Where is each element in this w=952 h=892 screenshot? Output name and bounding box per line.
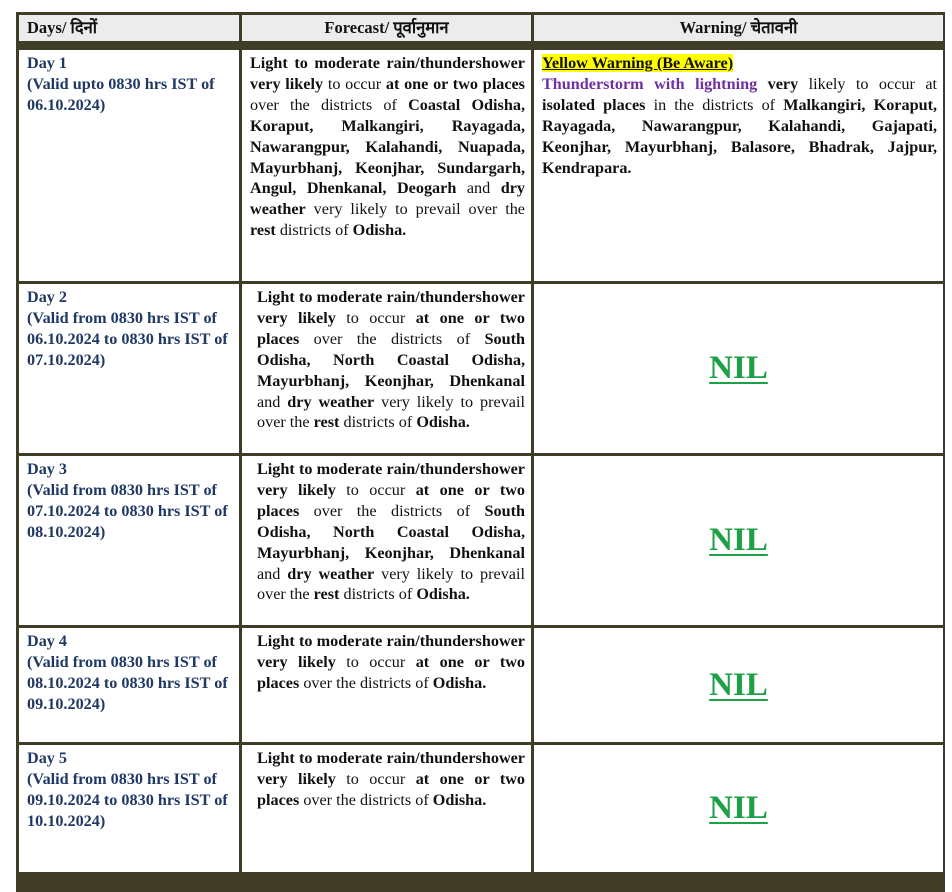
text-run: Light to moderate rain/thundershower very likely <box>257 749 525 788</box>
day-cell <box>19 50 239 281</box>
header-days-label: Days/ दिनों <box>27 17 98 37</box>
warning-cell <box>534 628 943 742</box>
text-run: over the districts of <box>250 95 409 114</box>
header-forecast-label: Forecast/ पूर्वानुमान <box>324 17 449 37</box>
text-run: Odisha. <box>352 221 407 240</box>
text-run: Odisha. <box>416 413 470 432</box>
text-run: at one or two places <box>257 480 525 520</box>
warning-cell <box>534 745 943 872</box>
text-run: very likely to prevail over the <box>257 392 525 432</box>
warning-cell <box>534 284 943 453</box>
header-forecast <box>242 15 531 41</box>
validity-text: (Valid upto 0830 hrs IST of 06.10.2024) <box>27 74 215 114</box>
text-run: isolated places <box>542 95 646 114</box>
text-run: very likely to prevail over the <box>305 200 525 219</box>
text-run: Light to moderate rain/thundershower very likely <box>257 460 525 499</box>
text-run: to occur <box>323 74 386 93</box>
forecast-text <box>257 631 525 694</box>
text-run: likely to occur at <box>798 74 937 93</box>
text-run: Odisha. <box>416 585 470 604</box>
nil-warning: NIL <box>709 350 768 387</box>
text-run: districts of <box>339 413 417 432</box>
day-label: Day 1 <box>27 54 68 72</box>
text-run: rest <box>313 585 340 604</box>
text-run: over the districts of <box>299 673 433 692</box>
text-run: very <box>757 74 799 93</box>
text-run: South Odisha, North Coastal Odisha, Mayurbhanj, Keonjhar, Dhenkanal <box>257 329 525 390</box>
day-cell <box>19 745 239 872</box>
validity-text: (Valid from 0830 hrs IST of 07.10.2024 to 0830 hrs IST of 08.10.2024) <box>27 480 228 541</box>
text-run: to occur <box>335 480 416 499</box>
text-run: to occur <box>335 652 416 671</box>
hazard-label: Thunderstorm with lightning <box>542 74 758 93</box>
text-run: districts of <box>275 221 353 240</box>
nil-warning: NIL <box>709 522 768 559</box>
yellow-warning-label: Yellow Warning (Be Aware) <box>542 54 734 72</box>
day-label: Day 5 <box>27 749 68 767</box>
text-run: over the districts of <box>299 329 485 348</box>
forecast-cell <box>242 284 531 453</box>
text-run: and <box>257 392 288 411</box>
day-label: Day 4 <box>27 632 68 650</box>
text-run: at one or two places <box>385 74 525 93</box>
forecast-cell <box>242 456 531 625</box>
text-run: rest <box>313 413 340 432</box>
forecast-table <box>16 12 945 892</box>
nil-warning: NIL <box>709 790 768 827</box>
text-run: Malkangiri, Koraput, Rayagada, Nawarangpur, Kalahandi, Gajapati, Keonjhar, Mayurbhanj, Balasore, Bhadrak, Jajpur, Kendrapara. <box>542 95 938 177</box>
text-run: to occur <box>335 308 416 327</box>
text-run: Light to moderate rain/thundershower very likely <box>257 632 525 671</box>
text-run: over the districts of <box>299 501 485 520</box>
day-label: Day 2 <box>27 288 68 306</box>
text-run: at one or two places <box>257 652 525 692</box>
header-warning-label: Warning/ चेतावनी <box>679 17 798 37</box>
text-run: very likely to prevail over the <box>257 564 525 604</box>
text-run: Odisha. <box>432 790 487 809</box>
header-days <box>19 15 239 41</box>
nil-warning: NIL <box>709 666 768 703</box>
text-run: in the districts of <box>645 95 784 114</box>
text-run: over the districts of <box>299 790 433 809</box>
text-run: to occur <box>335 769 416 788</box>
day-label: Day 3 <box>27 460 68 478</box>
text-run: dry weather <box>287 392 375 411</box>
validity-text: (Valid from 0830 hrs IST of 09.10.2024 to 0830 hrs IST of 10.10.2024) <box>27 769 228 830</box>
forecast-text <box>257 748 525 811</box>
day-cell <box>19 284 239 453</box>
forecast-text <box>257 287 525 433</box>
day-cell <box>19 628 239 742</box>
validity-text: (Valid from 0830 hrs IST of 06.10.2024 to 0830 hrs IST of 07.10.2024) <box>27 308 228 369</box>
text-run: South Odisha, North Coastal Odisha, Mayurbhanj, Keonjhar, Dhenkanal <box>257 501 525 562</box>
text-run: at one or two places <box>257 769 525 809</box>
text-run: rest <box>250 221 276 240</box>
text-run: dry weather <box>287 564 375 583</box>
warning-cell <box>534 50 943 281</box>
header-warning <box>534 15 943 41</box>
warning-cell <box>534 456 943 625</box>
text-run: and <box>257 564 288 583</box>
text-run: at one or two places <box>257 308 525 348</box>
text-run: Light to moderate rain/thundershower very likely <box>257 288 525 327</box>
forecast-cell <box>242 745 531 872</box>
text-run: and <box>456 179 501 198</box>
forecast-cell <box>242 628 531 742</box>
text-run: Light to moderate rain/thundershower very likely <box>250 54 525 93</box>
day-cell <box>19 456 239 625</box>
text-run: dry weather <box>250 179 526 219</box>
text-run: Coastal Odisha, Koraput, Malkangiri, Rayagada, Nawarangpur, Kalahandi, Nuapada, Mayurbhanj, Keonjhar, Sundargarh, Angul, Dhenkanal, Deogarh <box>250 95 525 198</box>
warning-text <box>542 53 937 178</box>
text-run: Odisha. <box>432 673 487 692</box>
validity-text: (Valid from 0830 hrs IST of 08.10.2024 to 0830 hrs IST of 09.10.2024) <box>27 652 228 713</box>
text-run: districts of <box>339 585 417 604</box>
forecast-cell <box>242 50 531 281</box>
forecast-text <box>250 53 525 241</box>
forecast-text <box>257 459 525 605</box>
